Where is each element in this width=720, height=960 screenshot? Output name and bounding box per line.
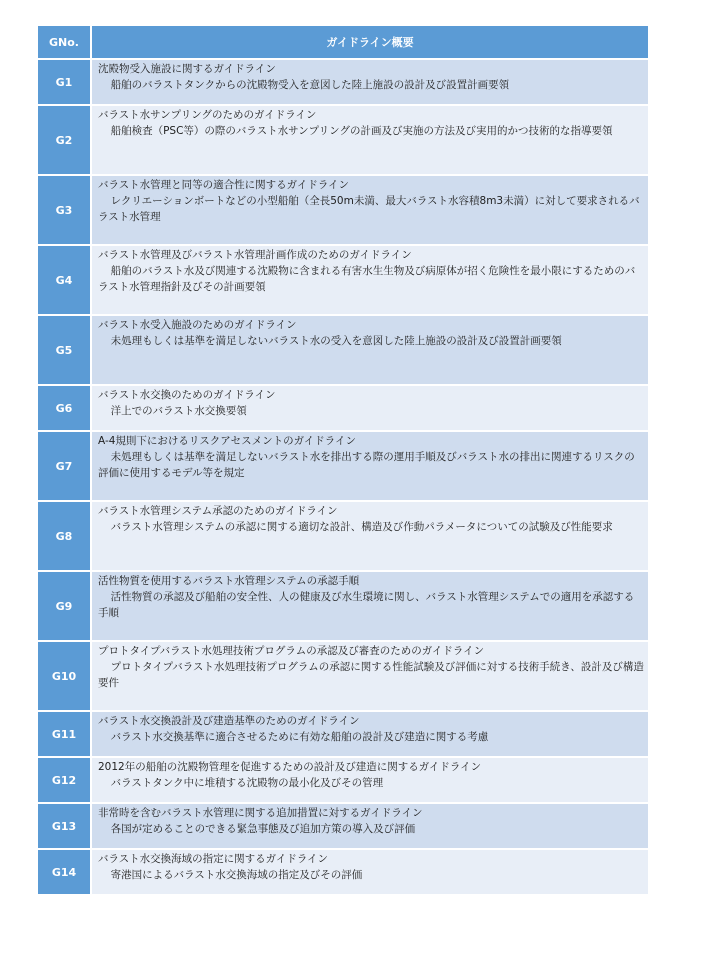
table-row [38, 316, 648, 386]
table-row [38, 572, 648, 642]
row-title: 活性物質を使用するバラスト水管理システムの承認手順 [98, 575, 360, 587]
row-summary [92, 712, 648, 756]
row-gno: G1 [38, 60, 92, 104]
table-row [38, 642, 648, 712]
row-summary [92, 850, 648, 894]
row-desc: バラストタンク中に堆積する沈殿物の最小化及びその管理 [110, 777, 384, 789]
table-row [38, 246, 648, 316]
table-row [38, 106, 648, 176]
row-title: A-4規則下におけるリスクアセスメントのガイドライン [98, 435, 356, 447]
row-summary [92, 804, 648, 848]
row-gno: G8 [38, 502, 92, 570]
table-row [38, 712, 648, 758]
row-title: プロトタイプバラスト水処理技術プログラムの承認及び審査のためのガイドライン [98, 645, 485, 657]
row-desc: 未処理もしくは基準を満足しないバラスト水を排出する際の運用手順及びバラスト水の排出に関連するリスクの評価に使用するモデル等を規定 [98, 451, 635, 479]
row-gno: G9 [38, 572, 92, 640]
row-summary [92, 432, 648, 500]
guideline-table [38, 26, 648, 896]
row-title: バラスト水受入施設のためのガイドライン [98, 319, 297, 331]
row-summary [92, 758, 648, 802]
row-title: バラスト水管理及びバラスト水管理計画作成のためのガイドライン [98, 249, 412, 261]
table-row [38, 432, 648, 502]
row-summary [92, 176, 648, 244]
row-gno: G7 [38, 432, 92, 500]
row-summary [92, 106, 648, 174]
table-row [38, 502, 648, 572]
row-gno: G11 [38, 712, 92, 756]
row-title: 非常時を含むバラスト水管理に関する追加措置に対するガイドライン [98, 807, 423, 819]
row-desc: 未処理もしくは基準を満足しないバラスト水の受入を意図した陸上施設の設計及び設置計画要領 [110, 335, 562, 347]
header-summary: ガイドライン概要 [92, 26, 648, 58]
row-title: バラスト水交換のためのガイドライン [98, 389, 276, 401]
row-gno: G14 [38, 850, 92, 894]
header-gno: GNo. [38, 26, 92, 58]
row-title: バラスト水管理システム承認のためのガイドライン [98, 505, 338, 517]
table-header-row [38, 26, 648, 60]
table-row [38, 758, 648, 804]
row-gno: G12 [38, 758, 92, 802]
row-summary [92, 316, 648, 384]
row-title: バラスト水交換海域の指定に関するガイドライン [98, 853, 329, 865]
row-summary [92, 572, 648, 640]
row-title: 沈殿物受入施設に関するガイドライン [98, 63, 276, 75]
row-gno: G2 [38, 106, 92, 174]
row-title: バラスト水サンプリングのためのガイドライン [98, 109, 317, 121]
row-summary [92, 386, 648, 430]
row-desc: 船舶のバラスト水及び関連する沈殿物に含まれる有害水生生物及び病原体が招く危険性を最小限にするためのバラスト水管理指針及びその計画要領 [98, 265, 636, 293]
row-gno: G10 [38, 642, 92, 710]
row-desc: バラスト水交換基準に適合させるために有効な船舶の設計及び建造に関する考慮 [110, 731, 489, 743]
row-desc: 洋上でのバラスト水交換要領 [110, 405, 247, 417]
table-row [38, 804, 648, 850]
row-title: バラスト水管理と同等の適合性に関するガイドライン [98, 179, 350, 191]
row-title: 2012年の船舶の沈殿物管理を促進するための設計及び建造に関するガイドライン [98, 761, 482, 773]
table-row [38, 176, 648, 246]
row-summary [92, 642, 648, 710]
row-gno: G6 [38, 386, 92, 430]
row-desc: 船舶検査（PSC等）の際のバラスト水サンプリングの計画及び実施の方法及び実用的かつ技術的な指導要領 [110, 125, 613, 137]
row-summary [92, 60, 648, 104]
table-row [38, 850, 648, 896]
row-title: バラスト水交換設計及び建造基準のためのガイドライン [98, 715, 360, 727]
row-gno: G3 [38, 176, 92, 244]
table-row [38, 60, 648, 106]
row-desc: 船舶のバラストタンクからの沈殿物受入を意図した陸上施設の設計及び設置計画要領 [110, 79, 510, 91]
row-desc: バラスト水管理システムの承認に関する適切な設計、構造及び作動パラメータについての試験及び性能要求 [110, 521, 613, 533]
row-gno: G13 [38, 804, 92, 848]
row-desc: 各国が定めることのできる緊急事態及び追加方策の導入及び評価 [110, 823, 416, 835]
row-gno: G4 [38, 246, 92, 314]
row-desc: プロトタイプバラスト水処理技術プログラムの承認に関する性能試験及び評価に対する技術手続き、設計及び構造要件 [98, 661, 644, 689]
row-gno: G5 [38, 316, 92, 384]
row-desc: 活性物質の承認及び船舶の安全性、人の健康及び水生環境に関し、バラスト水管理システムでの適用を承認する手順 [98, 591, 635, 619]
row-desc: 寄港国によるバラスト水交換海域の指定及びその評価 [110, 869, 363, 881]
row-summary [92, 502, 648, 570]
row-desc: レクリエーションボートなどの小型船舶（全長50m未満、最大バラスト水容積8m3未満）に対して要求されるバラスト水管理 [98, 195, 640, 223]
table-row [38, 386, 648, 432]
row-summary [92, 246, 648, 314]
